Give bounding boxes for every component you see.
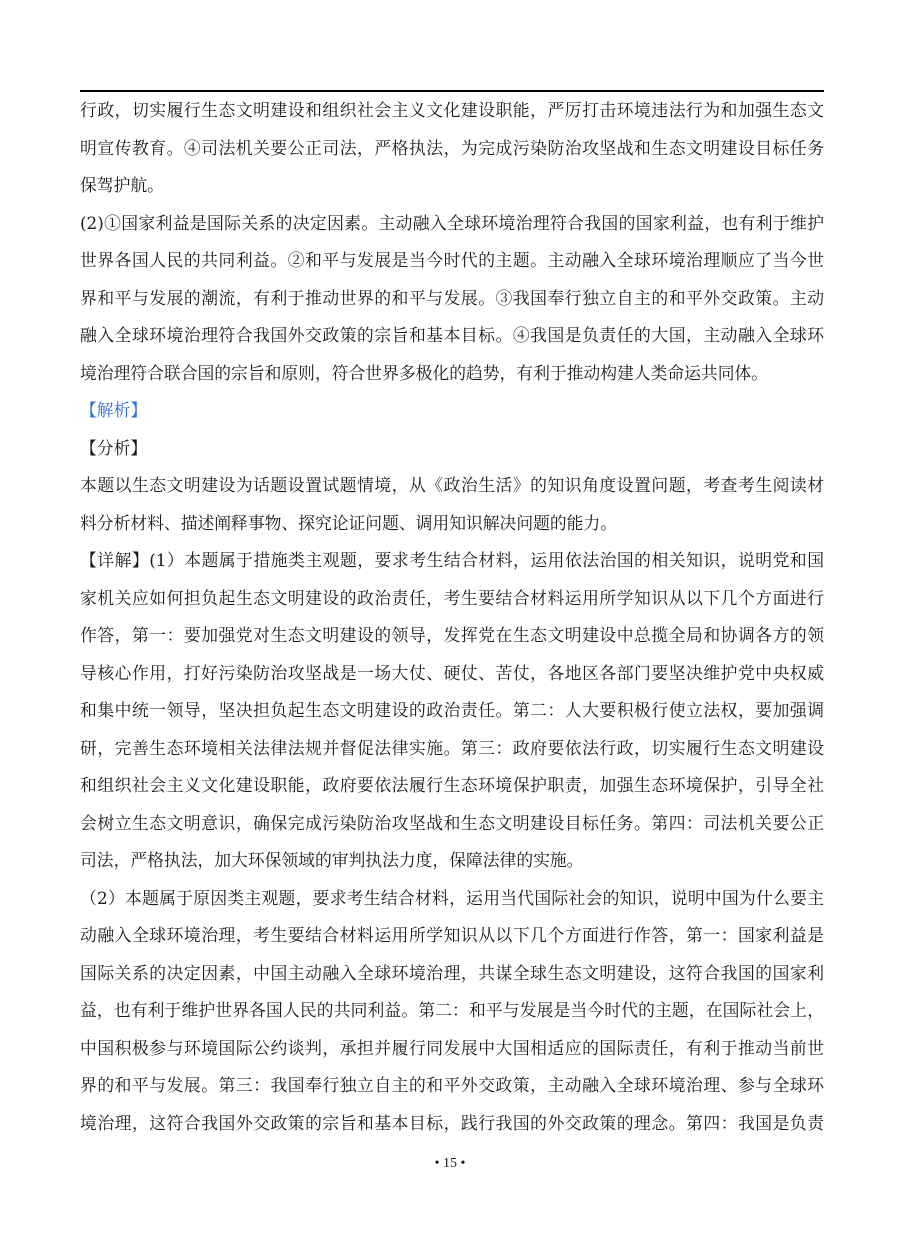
- text-line: 【详解】(1）本题属于措施类主观题，要求考生结合材料，运用依法治国的相关知识，说明党和国: [80, 550, 824, 570]
- fenxi-heading: 【分析】: [80, 437, 148, 458]
- text-line: 世界各国人民的共同利益。②和平与发展是当今时代的主题。主动融入全球环境治理顺应了当今世: [80, 250, 824, 270]
- text-line: 保驾护航。: [80, 175, 164, 195]
- text-line: 国际关系的决定因素，中国主动融入全球环境治理，共谋全球生态文明建设，这符合我国的国家利: [80, 962, 824, 983]
- text-line: 作答，第一：要加强党对生态文明建设的领导，发挥党在生态文明建设中总揽全局和协调各方的领: [80, 625, 824, 645]
- text-line: 研，完善生态环境相关法律法规并督促法律实施。第三：政府要依法行政，切实履行生态文明建设: [80, 737, 824, 758]
- text-line: （2）本题属于原因类主观题，要求考生结合材料，运用当代国际社会的知识，说明中国为什么要主: [80, 887, 824, 908]
- jiexi-heading: 【解析】: [80, 400, 148, 420]
- text-line: 会树立生态文明意识，确保完成污染防治攻坚战和生态文明建设目标任务。第四：司法机关要公正: [80, 812, 824, 833]
- text-line: 和组织社会主义文化建设职能，政府要依法履行生态环境保护职责，加强生态环境保护，引导全社: [80, 775, 824, 795]
- text-line: 动融入全球环境治理，考生要结合材料运用所学知识从以下几个方面进行作答，第一：国家利益是: [80, 925, 824, 945]
- text-line: 司法，严格执法，加大环保领域的审判执法力度，保障法律的实施。: [80, 850, 584, 870]
- page-body: [80, 92, 824, 1142]
- text-line: 料分析材料、描述阐释事物、探究论证问题、调用知识解决问题的能力。: [80, 512, 618, 533]
- text-line: 境治理，这符合我国外交政策的宗旨和基本目标，践行我国的外交政策的理念。第四：我国是负责: [80, 1112, 824, 1133]
- text-line: 本题以生态文明建设为话题设置试题情境，从《政治生活》的知识角度设置问题，考查考生阅读材: [80, 475, 824, 495]
- text-line: (2)①国家利益是国际关系的决定因素。主动融入全球环境治理符合我国的国家利益，也有利于维护: [80, 212, 824, 233]
- text-line: 和集中统一领导，坚决担负起生态文明建设的政治责任。第二：人大要积极行使立法权，要加强调: [80, 700, 824, 720]
- text-line: 融入全球环境治理符合我国外交政策的宗旨和基本目标。④我国是负责任的大国，主动融入全球环: [80, 325, 824, 345]
- text-line: 行政，切实履行生态文明建设和组织社会主义文化建设职能，严厉打击环境违法行为和加强生态文: [80, 100, 824, 120]
- text-line: 中国积极参与环境国际公约谈判，承担并履行同发展中大国相适应的国际责任，有利于推动当前世: [80, 1037, 824, 1058]
- text-line: 导核心作用，打好污染防治攻坚战是一场大仗、硬仗、苦仗，各地区各部门要坚决维护党中央权威: [80, 662, 824, 683]
- text-line: 明宣传教育。④司法机关要公正司法，严格执法，为完成污染防治攻坚战和生态文明建设目标任务: [80, 137, 824, 158]
- text-line: 益，也有利于维护世界各国人民的共同利益。第二：和平与发展是当今时代的主题，在国际社会上，: [80, 1000, 824, 1020]
- text-line: 界和平与发展的潮流，有利于推动世界的和平与发展。③我国奉行独立自主的和平外交政策。主动: [80, 287, 824, 308]
- text-line: 家机关应如何担负起生态文明建设的政治责任，考生要结合材料运用所学知识从以下几个方面进行: [80, 587, 824, 608]
- page-number: • 15 •: [434, 1156, 466, 1171]
- text-line: 境治理符合联合国的宗旨和原则，符合世界多极化的趋势，有利于推动构建人类命运共同体。: [80, 362, 769, 383]
- text-line: 界的和平与发展。第三：我国奉行独立自主的和平外交政策，主动融入全球环境治理、参与全球环: [80, 1075, 824, 1095]
